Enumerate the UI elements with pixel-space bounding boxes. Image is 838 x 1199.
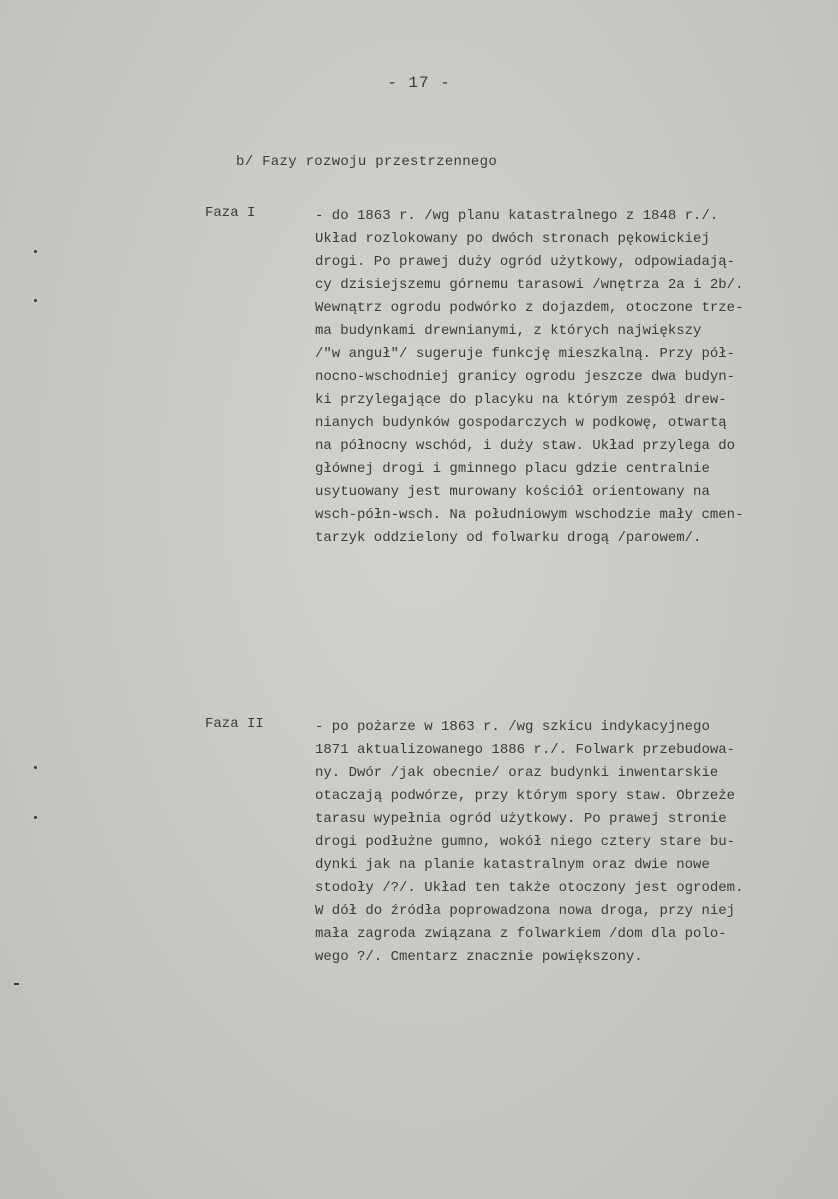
text-line: /"w anguł"/ sugeruje funkcję mieszkalną. Przy pół- — [315, 346, 736, 362]
text-line: cy dzisiejszemu górnemu tarasowi /wnętrza 2a i 2b/. — [315, 277, 744, 293]
text-line: usytuowany jest murowany kościół orientowany na — [315, 484, 710, 500]
section-heading: b/ Fazy rozwoju przestrzennego — [236, 154, 498, 170]
text-line: głównej drogi i gminnego placu gdzie centralnie — [315, 461, 710, 477]
text-line: - do 1863 r. /wg planu katastralnego z 1848 r./. — [315, 208, 719, 224]
text-line: wsch-półn-wsch. Na południowym wschodzie mały cmen- — [315, 507, 744, 523]
phase-body — [315, 716, 835, 969]
margin-dash — [14, 983, 19, 985]
text-line: drogi podłużne gumno, wokół niego cztery stare bu- — [315, 834, 736, 850]
text-line: tarzyk oddzielony od folwarku drogą /parowem/. — [315, 530, 702, 546]
text-line: wego ?/. Cmentarz znacznie powiększony. — [315, 949, 643, 965]
text-line: nocno-wschodniej granicy ogrodu jeszcze dwa budyn- — [315, 369, 736, 385]
text-line: Wewnątrz ogrodu podwórko z dojazdem, otoczone trze- — [315, 300, 744, 316]
margin-dot — [34, 766, 37, 769]
text-line: ma budynkami drewnianymi, z których największy — [315, 323, 702, 339]
text-line: 1871 aktualizowanego 1886 r./. Folwark przebudowa- — [315, 742, 736, 758]
text-line: nianych budynków gospodarczych w podkowę, otwartą — [315, 415, 727, 431]
text-line: dynki jak na planie katastralnym oraz dwie nowe — [315, 857, 710, 873]
text-line: ny. Dwór /jak obecnie/ oraz budynki inwentarskie — [315, 765, 719, 781]
text-line: tarasu wypełnia ogród użytkowy. Po prawej stronie — [315, 811, 727, 827]
text-line: stodoły /?/. Układ ten także otoczony jest ogrodem. — [315, 880, 744, 896]
margin-dot — [34, 816, 37, 819]
text-line: Układ rozlokowany po dwóch stronach pękowickiej — [315, 231, 710, 247]
phase-body — [315, 205, 835, 550]
margin-dot — [34, 250, 37, 253]
text-line: - po pożarze w 1863 r. /wg szkicu indykacyjnego — [315, 719, 710, 735]
page-number: - 17 - — [387, 74, 451, 92]
text-line: mała zagroda związana z folwarkiem /dom dla polo- — [315, 926, 727, 942]
text-line: ki przylegające do placyku na którym zespół drew- — [315, 392, 727, 408]
text-line: drogi. Po prawej duży ogród użytkowy, odpowiadają- — [315, 254, 736, 270]
text-line: W dół do źródła poprowadzona nowa droga, przy niej — [315, 903, 736, 919]
phase-label: Faza II — [205, 716, 264, 732]
margin-dot — [34, 299, 37, 302]
text-line: na północny wschód, i duży staw. Układ przylega do — [315, 438, 736, 454]
phase-label: Faza I — [205, 205, 256, 221]
text-line: otaczają podwórze, przy którym spory staw. Obrzeże — [315, 788, 736, 804]
